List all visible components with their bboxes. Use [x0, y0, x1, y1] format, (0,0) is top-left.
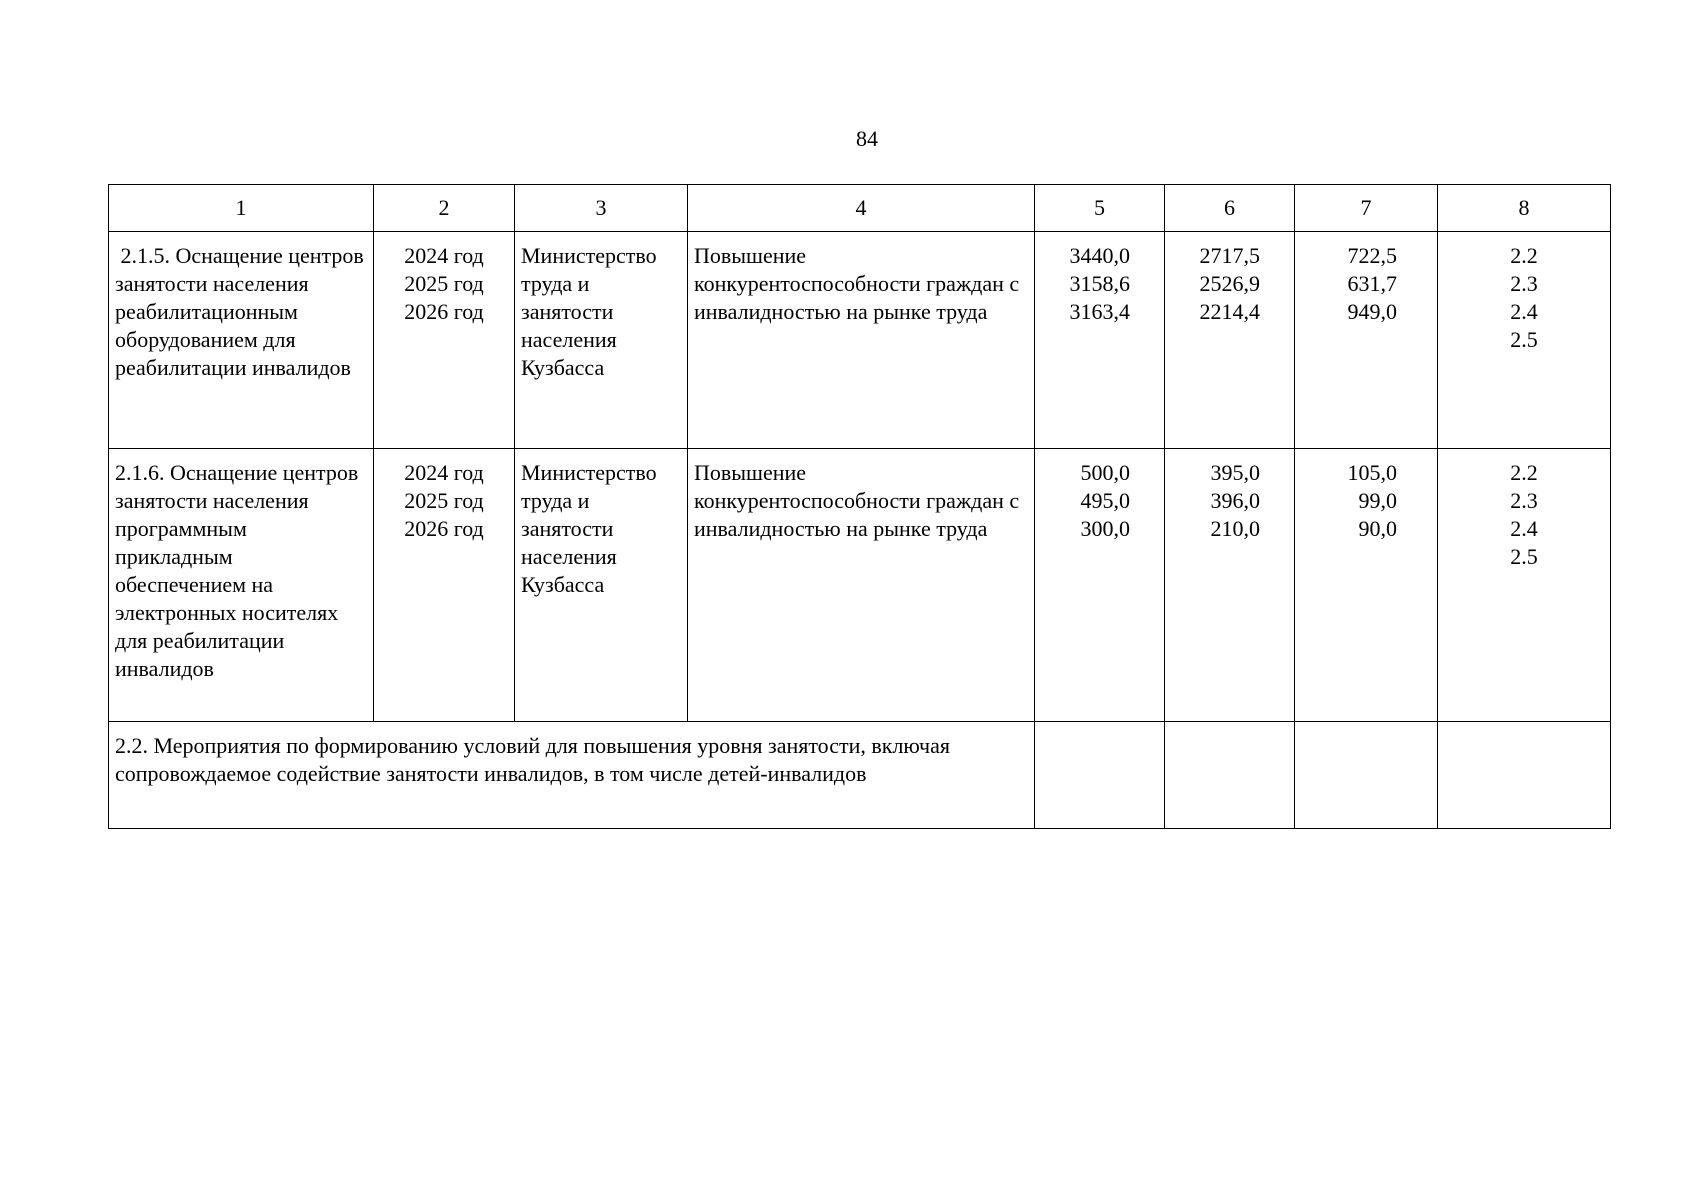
- col5-cell: [1035, 449, 1165, 722]
- header-cell: 5: [1035, 185, 1165, 232]
- col5-value: 500,0: [1080, 460, 1130, 485]
- header-cell: 4: [688, 185, 1035, 232]
- indicator-value: 2.3: [1510, 271, 1538, 296]
- year-value: 2024 год: [404, 243, 484, 268]
- indicator-value: 2.2: [1510, 460, 1538, 485]
- indicator-value: 2.5: [1510, 544, 1538, 569]
- executor-cell: [515, 232, 688, 449]
- col5-value: 3163,4: [1069, 299, 1130, 324]
- empty-cell: [1438, 722, 1611, 829]
- table-row: [109, 449, 1611, 722]
- col6-cell: [1165, 449, 1295, 722]
- col6-value: 2526,9: [1199, 271, 1260, 296]
- result-cell: [688, 232, 1035, 449]
- executor-cell: [515, 449, 688, 722]
- col7-value: 631,7: [1347, 271, 1397, 296]
- col6-value: 2214,4: [1199, 299, 1260, 324]
- indicator-value: 2.4: [1510, 299, 1538, 324]
- col7-cell: [1295, 449, 1438, 722]
- indicator-cell: [1438, 232, 1611, 449]
- measure-name: 2.1.5. Оснащение центров занятости населения реабилитационным оборудованием для реабилитации инвалидов: [115, 243, 370, 380]
- year-value: 2025 год: [404, 271, 484, 296]
- result-cell: [688, 449, 1035, 722]
- header-cell: 6: [1165, 185, 1295, 232]
- col7-cell: [1295, 232, 1438, 449]
- col7-value: 949,0: [1347, 299, 1397, 324]
- header-cell: 8: [1438, 185, 1611, 232]
- program-table: [108, 184, 1611, 829]
- year-value: 2024 год: [404, 460, 484, 485]
- section-heading-cell: [109, 722, 1035, 829]
- section-heading: 2.2. Мероприятия по формированию условий для повышения уровня занятости, включая сопровождаемое содействие занятости инвалидов, в том числе детей-инвалидов: [115, 733, 950, 786]
- measure-name-cell: [109, 449, 374, 722]
- indicator-cell: [1438, 449, 1611, 722]
- col6-value: 210,0: [1210, 516, 1260, 541]
- table-row: [109, 232, 1611, 449]
- col6-cell: [1165, 232, 1295, 449]
- section-row: [109, 722, 1611, 829]
- years-cell: [374, 232, 515, 449]
- col5-value: 3440,0: [1069, 243, 1130, 268]
- year-value: 2026 год: [404, 516, 484, 541]
- col5-cell: [1035, 232, 1165, 449]
- empty-cell: [1295, 722, 1438, 829]
- col6-value: 396,0: [1210, 488, 1260, 513]
- header-cell: 3: [515, 185, 688, 232]
- executor-text: Министерство труда и занятости населения Кузбасса: [521, 243, 657, 380]
- col6-value: 2717,5: [1199, 243, 1260, 268]
- table-header-row: [109, 185, 1611, 232]
- header-cell: 1: [109, 185, 374, 232]
- col5-value: 495,0: [1080, 488, 1130, 513]
- col5-value: 300,0: [1080, 516, 1130, 541]
- executor-text: Министерство труда и занятости населения Кузбасса: [521, 460, 657, 597]
- years-cell: [374, 449, 515, 722]
- indicator-value: 2.5: [1510, 327, 1538, 352]
- measure-name: 2.1.6. Оснащение центров занятости населения программным прикладным обеспечением на электронных носителях для реабилитации инвалидов: [115, 460, 359, 681]
- page-number: 84: [856, 126, 878, 151]
- col6-value: 395,0: [1210, 460, 1260, 485]
- header-cell: 2: [374, 185, 515, 232]
- col7-value: 99,0: [1358, 488, 1397, 513]
- indicator-value: 2.3: [1510, 488, 1538, 513]
- indicator-value: 2.2: [1510, 243, 1538, 268]
- result-text: Повышение конкурентоспособности граждан с инвалидностью на рынке труда: [694, 243, 1020, 324]
- header-cell: 7: [1295, 185, 1438, 232]
- col7-value: 90,0: [1358, 516, 1397, 541]
- year-value: 2025 год: [404, 488, 484, 513]
- empty-cell: [1165, 722, 1295, 829]
- col7-value: 722,5: [1347, 243, 1397, 268]
- col7-value: 105,0: [1347, 460, 1397, 485]
- measure-name-cell: [109, 232, 374, 449]
- col5-value: 3158,6: [1069, 271, 1130, 296]
- indicator-value: 2.4: [1510, 516, 1538, 541]
- year-value: 2026 год: [404, 299, 484, 324]
- empty-cell: [1035, 722, 1165, 829]
- result-text: Повышение конкурентоспособности граждан с инвалидностью на рынке труда: [694, 460, 1020, 541]
